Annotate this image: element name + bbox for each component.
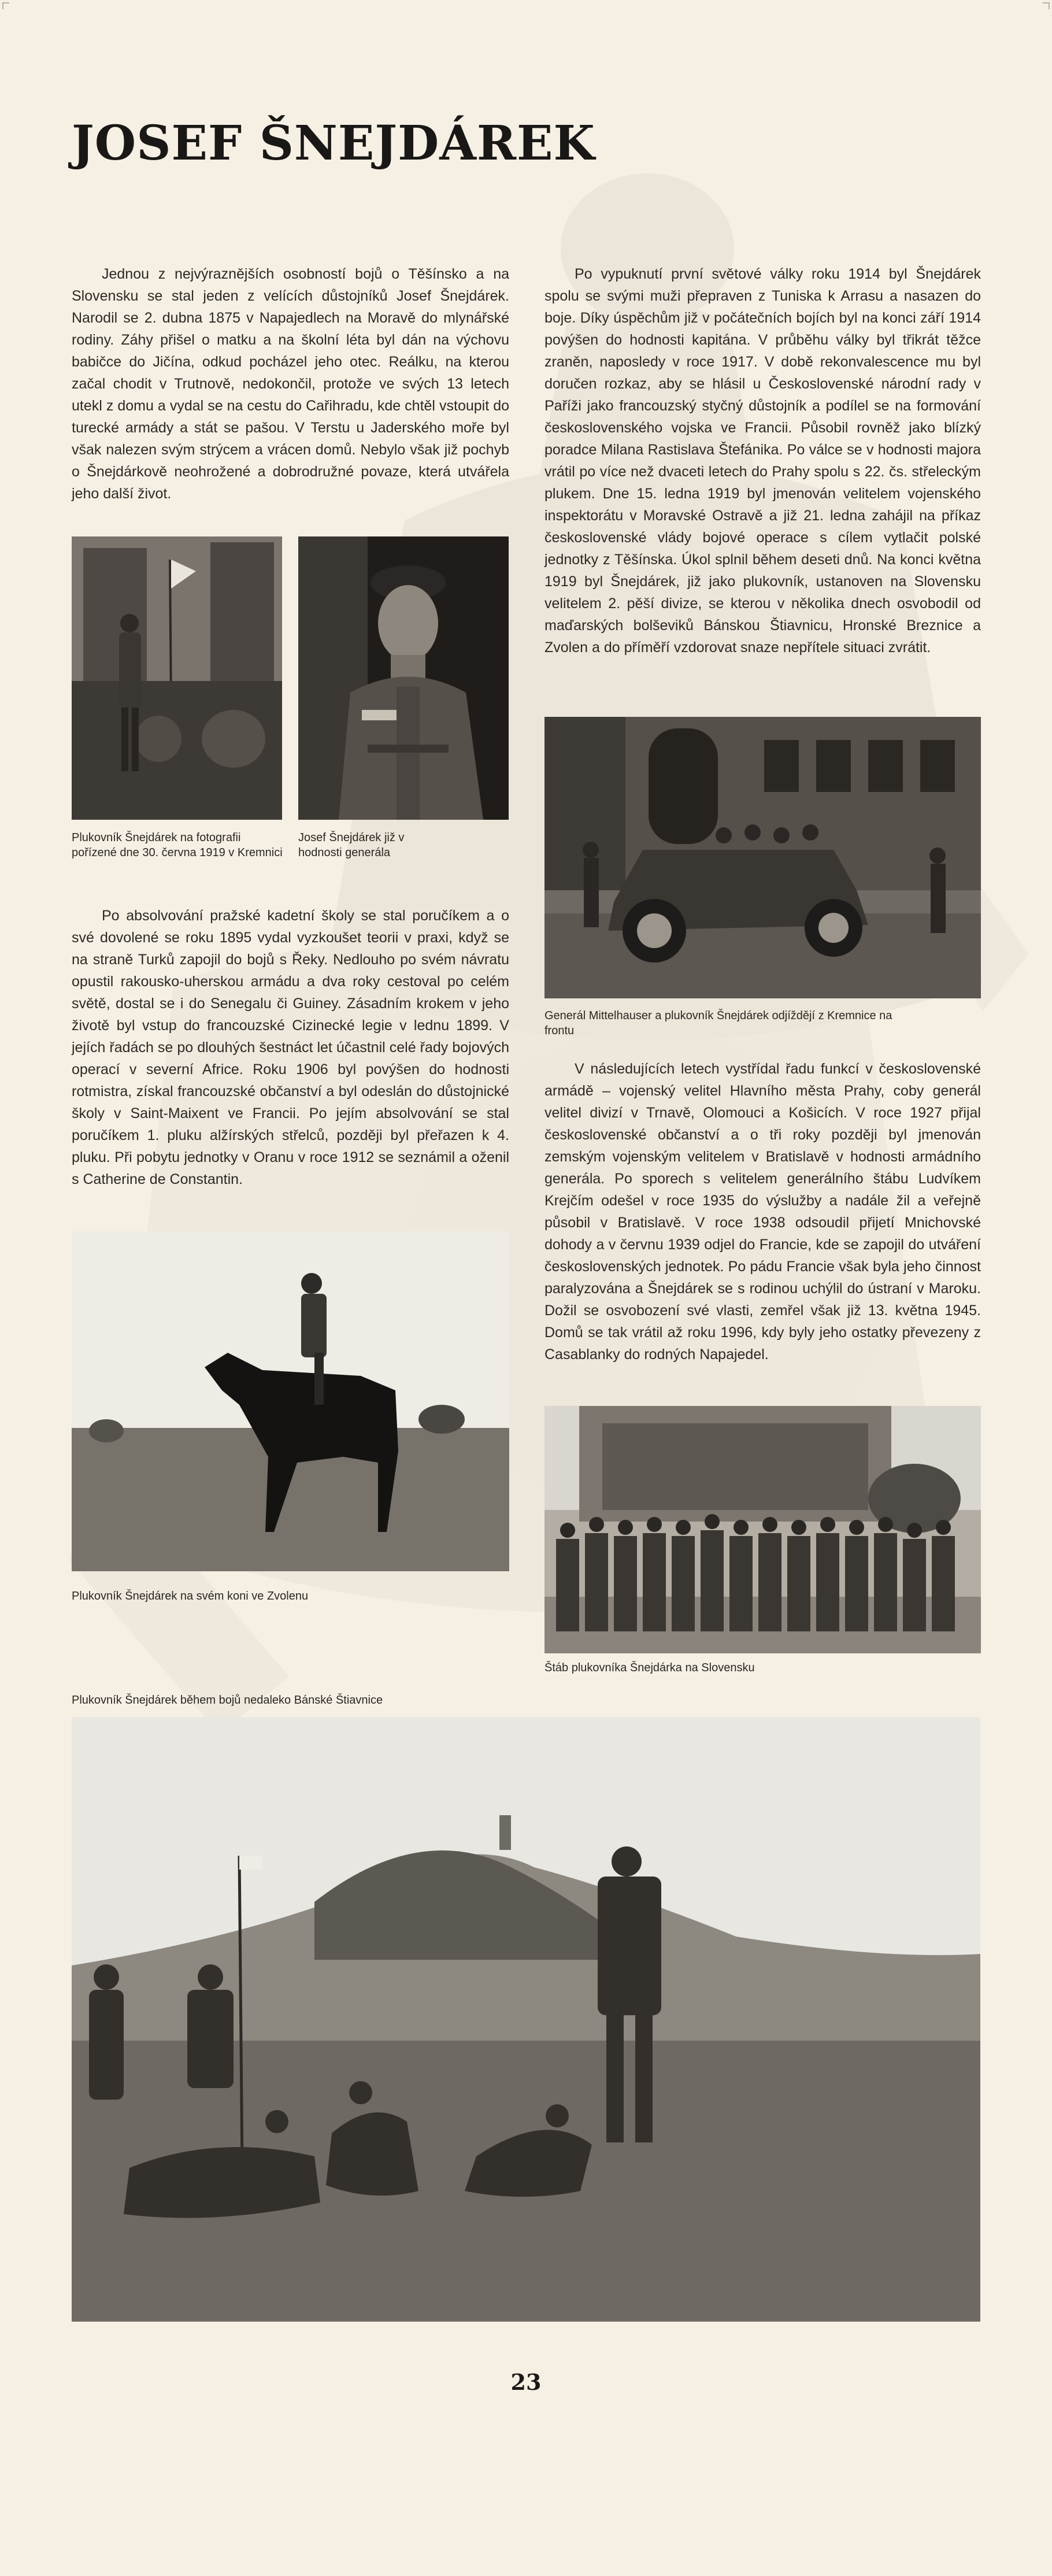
caption-photo-kremnica: Plukovník Šnejdárek na fotografii pořízené dne 30. června 1919 v Kremnici <box>72 831 283 859</box>
photo-battle-stiavnica <box>72 1717 980 2322</box>
caption-photo-general: Josef Šnejdárek již v hodnosti generála <box>298 831 405 859</box>
paragraph-foreign-legion: Po absolvování pražské kadetní školy se stal poručíkem a o své dovolené se roku 1895 vydal vyzkoušet teorii v praxi, když se na straně Turků zapojil do bojů s Řeky. Nedlouho po svém návratu opustil rakousko-uherskou armádu a dva roky cestoval po celém světě, dostal se i do Senegalu či Guiney. Zásadním krokem v jeho životě byl vstup do francouzské Cizinecké legie v lednu 1899. V jejích řadách se po dlouhých šestnáct let účastnil celé řady bojových operací v severní Africe. Roku 1906 byl povýšen do hodnosti rotmistra, získal francouzské občanství a byl odeslán do důstojnické školy v Saint-Maixent ve Francii. Po jejím absolvování se stal poručíkem 1. pluku alžírských střelců, později byl přeřazen k 4. pluku. Při pobytu jednotky v Oranu v roce 1912 se seznámil a oženil s Catherine de Constantin. <box>72 908 509 1187</box>
paragraph-later-years: V následujících letech vystřídal řadu funkcí v československé armádě – vojenský velitel Hlavního města Prahy, coby generál velitel divizí v Trnavě, Olomouci a Košicích. V roce 1927 přijal československé občanství a o tři roky později byl jmenován zemským vojenským velitelem v Bratislavě v hodnosti armádního generála. Po sporech s velitelem generálního štábu Ludvíkem Krejčím odešel v roce 1935 do výslužby a nadále žil a veřejně působil v Bratislavě. V roce 1938 odsoudil přijetí Mnichovské dohody a v červnu 1939 odjel do Francie, kde se zapojil do utváření československých jednotek. Po pádu Francie však byla jeho činnost paralyzována a Šnejdárek se s rodinou uchýlil do ústraní v Maroku. Dožil se osvobození své vlasti, zemřel však již 13. května 1945. Domů se tak vrátil až roku 1996, kdy byly jeho ostatky převezeny z Casablanky do rodných Napajedel. <box>544 1061 981 1363</box>
page-number: 23 <box>510 2369 542 2395</box>
caption-photo-horse: Plukovník Šnejdárek na svém koni ve Zvolenu <box>72 1590 309 1602</box>
paragraph-early-life: Jednou z nejvýraznějších osobností bojů o Těšínsko a na Slovensku se stal jeden z velících důstojníků Josef Šnejdárek. Narodil se 2. dubna 1875 v Napajedlech na Moravě do mlynářské rodiny. Záhy přišel o matku a na školní léta byl dán na výchovu babičce do Jičína, odkud pocházel jeho otec. Reálku, na kterou začal chodit v Trutnově, nedokončil, protože ve svých 13 letech utekl z domu a vydal se na cestu do Cařihradu, kde chtěl vstoupit do turecké armády a stát se pašou. V Terstu u Jaderského moře byl však nalezen svým strýcem a vrácen domů. Nebylo však již pochyb o Šnejdárkově neohrožené a dobrodružné povaze, která utvářela jeho další život. <box>72 266 509 502</box>
photo-car-departure <box>544 717 981 998</box>
caption-photo-staff: Štáb plukovníka Šnejdárka na Slovensku <box>544 1661 755 1674</box>
paragraph-world-war: Po vypuknutí první světové války roku 1914 byl Šnejdárek spolu se svými muži přepraven z Tuniska k Arrasu a nasazen do boje. Díky úspěchům již v počátečních bojích byl na konci září 1914 povýšen do hodnosti kapitána. V průběhu války byl třikrát těžce zraněn, naposledy v roce 1917. V době rekonvalescence mu byl doručen rozkaz, aby se hlásil u Československé národní rady v Paříži jako francouzský styčný důstojník a podílel se na formování československého vojska ve Francii. Působil rovněž jako blízký poradce Milana Rastislava Štefánika. Po válce se v hodnosti majora vrátil po více než dvaceti letech do Prahy spolu s 22. čs. střeleckým plukem. Dne 15. ledna 1919 byl jmenován velitelem vojenského inspektorátu v Moravské Ostravě a již 21. ledna zahájil na příkaz československé vlády bojové operace s cílem vytlačit polské jednotky z Těšínska. Úkol splnil během deseti dnů. Na konci května 1919 byl Šnejdárek, již jako plukovník, ustanoven na Slovensku velitelem 2. pěší divize, se kterou v několika dnech osvobodil od maďarských bolševiků Bánskou Štiavnicu, Hronské Breznice a Zvolen a do příměří vzdorovat snaze nepřítele situaci zvrátit. <box>544 266 981 656</box>
caption-photo-battle: Plukovník Šnejdárek během bojů nedaleko Bánské Štiavnice <box>72 1694 383 1707</box>
photo-kremnica-colonel <box>72 536 282 820</box>
photo-horse-zvolen <box>72 1231 509 1571</box>
crop-mark-top-right <box>1043 2 1050 9</box>
photo-staff-group <box>544 1406 981 1653</box>
caption-photo-car: Generál Mittelhauser a plukovník Šnejdárek odjíždějí z Kremnice na frontu <box>544 1009 892 1037</box>
photo-general-portrait <box>298 536 509 820</box>
page-title: JOSEF ŠNEJDÁREK <box>72 116 595 171</box>
crop-mark-top-left <box>2 2 9 9</box>
